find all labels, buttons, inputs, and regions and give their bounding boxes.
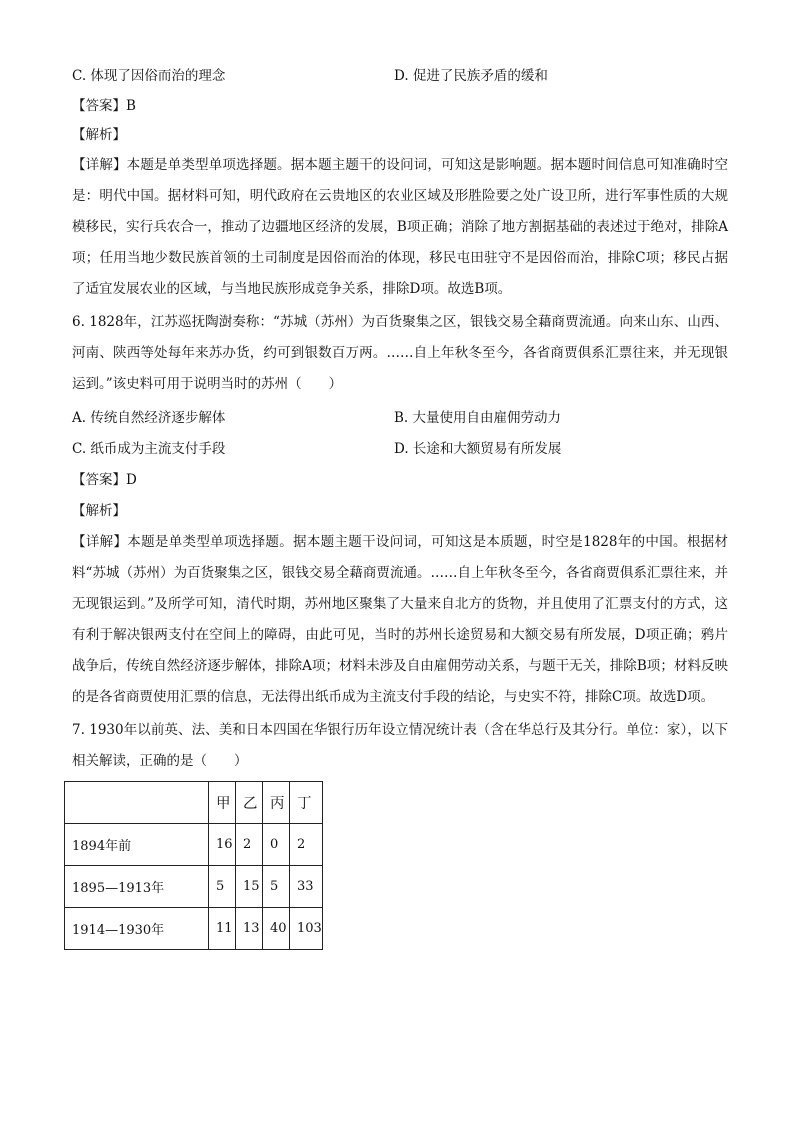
- q5-analysis-label: 【解析】: [72, 127, 126, 143]
- q7-question-stem: 7. 1930年以前英、法、美和日本四国在华银行历年设立情况统计表（含在华总行及其分行。单位：家），以下相关解读，正确的是（ ）: [72, 722, 728, 769]
- table-cell: 5: [263, 866, 290, 908]
- table-cell: 33: [290, 866, 323, 908]
- table-cell: 16: [209, 824, 236, 866]
- table-cell: 13: [236, 908, 263, 950]
- table-row: [65, 824, 323, 866]
- table-header-cell: 乙: [236, 782, 263, 824]
- table-header-cell: [65, 782, 209, 824]
- table-cell: 2: [290, 824, 323, 866]
- table-cell: 0: [263, 824, 290, 866]
- bank-statistics-table: [64, 781, 323, 950]
- q6-question-stem: 6. 1828年，江苏巡抚陶澍奏称：“苏城（苏州）为百货聚集之区，银钱交易全藉商贾流通。向来山东、山西、河南、陕西等处每年来苏办货，约可到银数百万两。……自上年秋冬至今，各省商贾俱系汇票往来，并无现银运到。”该史料可用于说明当时的苏州（ ）: [72, 314, 728, 392]
- table-row-label: 1914—1930年: [65, 908, 209, 950]
- q5-answer: 【答案】B: [72, 98, 136, 114]
- table-cell: 2: [236, 824, 263, 866]
- q5-option-c: C. 体现了因俗而治的理念: [72, 68, 226, 84]
- q6-option-c: C. 纸币成为主流支付手段: [72, 441, 226, 457]
- table-row-label: 1895—1913年: [65, 866, 209, 908]
- table-header-cell: 丙: [263, 782, 290, 824]
- q6-detail-paragraph: 【详解】本题是单类型单项选择题。据本题主题干设问词，可知这是本质题，时空是1828年的中国。根据材料“苏城（苏州）为百货聚集之区，银钱交易全藉商贾流通。……自上年秋冬至今，各省商贾俱系汇票往来，并无现银运到。”及所学可知，清代时期，苏州地区聚集了大量来自北方的货物，并且使用了汇票支付的方式，这有利于解决银两支付在空间上的障碍，由此可见，当时的苏州长途贸易和大额交易有所发展，D项正确；鸦片战争后，传统自然经济逐步解体，排除A项；材料未涉及自由雇佣劳动关系，与题干无关，排除B项；材料反映的是各省商贾使用汇票的信息，无法得出纸币成为主流支付手段的结论，与史实不符，排除C项。故选D项。: [72, 534, 728, 705]
- table-cell: 5: [209, 866, 236, 908]
- q6-options-row-2: [72, 434, 728, 465]
- table-row: [65, 908, 323, 950]
- q6-options-row-1: [72, 403, 728, 434]
- q6-analysis-label: 【解析】: [72, 503, 126, 519]
- table-header-row: [65, 782, 323, 824]
- q5-detail-paragraph: 【详解】本题是单类型单项选择题。据本题主题干的设问词，可知这是影响题。据本题时间信息可知准确时空是：明代中国。据材料可知，明代政府在云贵地区的农业区域及形胜险要之处广设卫所，进行军事性质的大规模移民，实行兵农合一，推动了边疆地区经济的发展，B项正确；消除了地方割据基础的表述过于绝对，排除A项；任用当地少数民族首领的土司制度是因俗而治的体现，移民屯田驻守不是因俗而治，排除C项；移民占据了适宜发展农业的区域，与当地民族形成竞争关系，排除D项。故选B项。: [72, 157, 728, 297]
- document-page: [72, 62, 728, 950]
- table-row-label: 1894年前: [65, 824, 209, 866]
- q6-answer: 【答案】D: [72, 472, 137, 488]
- table-row: [65, 866, 323, 908]
- table-cell: 11: [209, 908, 236, 950]
- q6-option-b: B. 大量使用自由雇佣劳动力: [394, 410, 562, 426]
- table-cell: 103: [290, 908, 323, 950]
- table-cell: 15: [236, 866, 263, 908]
- table-header-cell: 甲: [209, 782, 236, 824]
- q5-options-row: [72, 62, 728, 90]
- table-cell: 40: [263, 908, 290, 950]
- q5-option-d: D. 促进了民族矛盾的缓和: [394, 68, 548, 84]
- q6-option-d: D. 长途和大额贸易有所发展: [394, 441, 562, 457]
- q6-option-a: A. 传统自然经济逐步解体: [72, 410, 226, 426]
- table-header-cell: 丁: [290, 782, 323, 824]
